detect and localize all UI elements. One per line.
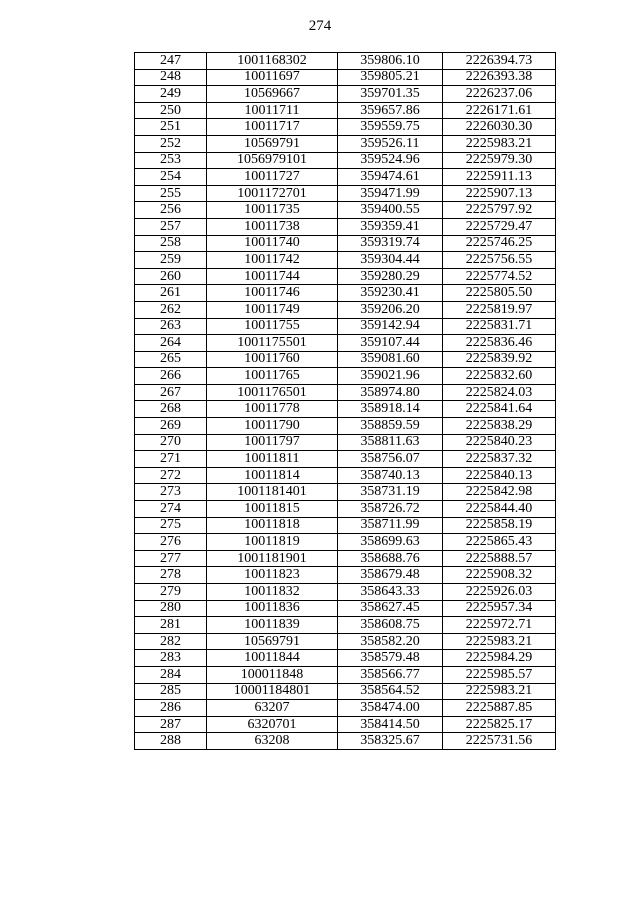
point-id-cell: 10011818	[207, 517, 338, 534]
point-id-cell: 1056979101	[207, 152, 338, 169]
table-row	[135, 584, 556, 601]
row-number-cell: 275	[135, 517, 207, 534]
row-number-cell: 252	[135, 135, 207, 152]
point-id-cell: 10011836	[207, 600, 338, 617]
y-coordinate-cell: 2225979.30	[443, 152, 556, 169]
table-row	[135, 351, 556, 368]
row-number-cell: 260	[135, 268, 207, 285]
table-row	[135, 185, 556, 202]
x-coordinate-cell: 358731.19	[338, 484, 443, 501]
row-number-cell: 257	[135, 218, 207, 235]
table-row	[135, 733, 556, 750]
point-id-cell: 10011844	[207, 650, 338, 667]
y-coordinate-cell: 2225983.21	[443, 633, 556, 650]
y-coordinate-cell: 2225865.43	[443, 534, 556, 551]
x-coordinate-cell: 358918.14	[338, 401, 443, 418]
row-number-cell: 281	[135, 617, 207, 634]
table-row	[135, 700, 556, 717]
x-coordinate-cell: 359359.41	[338, 218, 443, 235]
y-coordinate-cell: 2225729.47	[443, 218, 556, 235]
table-row	[135, 102, 556, 119]
y-coordinate-cell: 2225805.50	[443, 285, 556, 302]
y-coordinate-cell: 2225858.19	[443, 517, 556, 534]
x-coordinate-cell: 358325.67	[338, 733, 443, 750]
point-id-cell: 10011832	[207, 584, 338, 601]
point-id-cell: 1001172701	[207, 185, 338, 202]
point-id-cell: 10011740	[207, 235, 338, 252]
table-row	[135, 218, 556, 235]
y-coordinate-cell: 2225908.32	[443, 567, 556, 584]
table-row	[135, 401, 556, 418]
point-id-cell: 1001168302	[207, 53, 338, 70]
table-row	[135, 418, 556, 435]
table-row	[135, 600, 556, 617]
y-coordinate-cell: 2225840.13	[443, 467, 556, 484]
point-id-cell: 1001181401	[207, 484, 338, 501]
table-row	[135, 335, 556, 352]
table-row	[135, 152, 556, 169]
point-id-cell: 10011839	[207, 617, 338, 634]
y-coordinate-cell: 2225985.57	[443, 666, 556, 683]
point-id-cell: 10011790	[207, 418, 338, 435]
y-coordinate-cell: 2225824.03	[443, 384, 556, 401]
table-row	[135, 301, 556, 318]
x-coordinate-cell: 358859.59	[338, 418, 443, 435]
row-number-cell: 284	[135, 666, 207, 683]
y-coordinate-cell: 2226171.61	[443, 102, 556, 119]
table-row	[135, 451, 556, 468]
point-id-cell: 10569791	[207, 135, 338, 152]
table-row	[135, 202, 556, 219]
y-coordinate-cell: 2226237.06	[443, 86, 556, 103]
row-number-cell: 256	[135, 202, 207, 219]
x-coordinate-cell: 358974.80	[338, 384, 443, 401]
y-coordinate-cell: 2225838.29	[443, 418, 556, 435]
y-coordinate-cell: 2225957.34	[443, 600, 556, 617]
y-coordinate-cell: 2225819.97	[443, 301, 556, 318]
table-row	[135, 53, 556, 70]
y-coordinate-cell: 2225774.52	[443, 268, 556, 285]
y-coordinate-cell: 2225837.32	[443, 451, 556, 468]
y-coordinate-cell: 2225926.03	[443, 584, 556, 601]
x-coordinate-cell: 358582.20	[338, 633, 443, 650]
row-number-cell: 268	[135, 401, 207, 418]
row-number-cell: 286	[135, 700, 207, 717]
y-coordinate-cell: 2225887.85	[443, 700, 556, 717]
table-row	[135, 384, 556, 401]
y-coordinate-cell: 2225832.60	[443, 368, 556, 385]
x-coordinate-cell: 359021.96	[338, 368, 443, 385]
x-coordinate-cell: 358740.13	[338, 467, 443, 484]
y-coordinate-cell: 2226393.38	[443, 69, 556, 86]
row-number-cell: 274	[135, 501, 207, 518]
row-number-cell: 261	[135, 285, 207, 302]
point-id-cell: 10011765	[207, 368, 338, 385]
page-number: 274	[308, 18, 332, 34]
table-row	[135, 467, 556, 484]
table-row	[135, 716, 556, 733]
row-number-cell: 258	[135, 235, 207, 252]
row-number-cell: 248	[135, 69, 207, 86]
point-id-cell: 10011742	[207, 252, 338, 269]
table-row	[135, 119, 556, 136]
table-row	[135, 484, 556, 501]
table-row	[135, 69, 556, 86]
x-coordinate-cell: 358564.52	[338, 683, 443, 700]
row-number-cell: 254	[135, 169, 207, 186]
table-row	[135, 252, 556, 269]
x-coordinate-cell: 359524.96	[338, 152, 443, 169]
x-coordinate-cell: 358756.07	[338, 451, 443, 468]
x-coordinate-cell: 358699.63	[338, 534, 443, 551]
x-coordinate-cell: 359081.60	[338, 351, 443, 368]
x-coordinate-cell: 358711.99	[338, 517, 443, 534]
y-coordinate-cell: 2225836.46	[443, 335, 556, 352]
table-row	[135, 268, 556, 285]
x-coordinate-cell: 358688.76	[338, 550, 443, 567]
y-coordinate-cell: 2226394.73	[443, 53, 556, 70]
point-id-cell: 10011749	[207, 301, 338, 318]
y-coordinate-cell: 2225984.29	[443, 650, 556, 667]
table-row	[135, 434, 556, 451]
row-number-cell: 273	[135, 484, 207, 501]
point-id-cell: 10569667	[207, 86, 338, 103]
point-id-cell: 10011711	[207, 102, 338, 119]
table-row	[135, 666, 556, 683]
point-id-cell: 63208	[207, 733, 338, 750]
row-number-cell: 285	[135, 683, 207, 700]
x-coordinate-cell: 358627.45	[338, 600, 443, 617]
row-number-cell: 249	[135, 86, 207, 103]
point-id-cell: 10011819	[207, 534, 338, 551]
row-number-cell: 271	[135, 451, 207, 468]
x-coordinate-cell: 359805.21	[338, 69, 443, 86]
row-number-cell: 265	[135, 351, 207, 368]
y-coordinate-cell: 2225797.92	[443, 202, 556, 219]
y-coordinate-cell: 2225839.92	[443, 351, 556, 368]
y-coordinate-cell: 2226030.30	[443, 119, 556, 136]
x-coordinate-cell: 358579.48	[338, 650, 443, 667]
x-coordinate-cell: 359142.94	[338, 318, 443, 335]
row-number-cell: 276	[135, 534, 207, 551]
x-coordinate-cell: 358608.75	[338, 617, 443, 634]
x-coordinate-cell: 358643.33	[338, 584, 443, 601]
x-coordinate-cell: 359319.74	[338, 235, 443, 252]
point-id-cell: 10011797	[207, 434, 338, 451]
x-coordinate-cell: 359657.86	[338, 102, 443, 119]
x-coordinate-cell: 358726.72	[338, 501, 443, 518]
y-coordinate-cell: 2225983.21	[443, 683, 556, 700]
y-coordinate-cell: 2225731.56	[443, 733, 556, 750]
x-coordinate-cell: 358414.50	[338, 716, 443, 733]
y-coordinate-cell: 2225888.57	[443, 550, 556, 567]
point-id-cell: 10011815	[207, 501, 338, 518]
y-coordinate-cell: 2225972.71	[443, 617, 556, 634]
y-coordinate-cell: 2225911.13	[443, 169, 556, 186]
row-number-cell: 263	[135, 318, 207, 335]
table-row	[135, 683, 556, 700]
row-number-cell: 283	[135, 650, 207, 667]
x-coordinate-cell: 359400.55	[338, 202, 443, 219]
y-coordinate-cell: 2225983.21	[443, 135, 556, 152]
point-id-cell: 10011727	[207, 169, 338, 186]
x-coordinate-cell: 359559.75	[338, 119, 443, 136]
point-id-cell: 10011744	[207, 268, 338, 285]
x-coordinate-cell: 359474.61	[338, 169, 443, 186]
row-number-cell: 250	[135, 102, 207, 119]
point-id-cell: 63207	[207, 700, 338, 717]
point-id-cell: 10011746	[207, 285, 338, 302]
point-id-cell: 6320701	[207, 716, 338, 733]
x-coordinate-cell: 358679.48	[338, 567, 443, 584]
coordinates-table	[134, 52, 556, 750]
table-row	[135, 86, 556, 103]
x-coordinate-cell: 359107.44	[338, 335, 443, 352]
row-number-cell: 266	[135, 368, 207, 385]
point-id-cell: 10011811	[207, 451, 338, 468]
table-row	[135, 318, 556, 335]
point-id-cell: 1001181901	[207, 550, 338, 567]
row-number-cell: 251	[135, 119, 207, 136]
row-number-cell: 279	[135, 584, 207, 601]
table-row	[135, 633, 556, 650]
table-row	[135, 285, 556, 302]
x-coordinate-cell: 359471.99	[338, 185, 443, 202]
point-id-cell: 10011717	[207, 119, 338, 136]
y-coordinate-cell: 2225841.64	[443, 401, 556, 418]
y-coordinate-cell: 2225907.13	[443, 185, 556, 202]
table-row	[135, 235, 556, 252]
x-coordinate-cell: 358566.77	[338, 666, 443, 683]
y-coordinate-cell: 2225746.25	[443, 235, 556, 252]
x-coordinate-cell: 358811.63	[338, 434, 443, 451]
row-number-cell: 287	[135, 716, 207, 733]
table-body	[135, 53, 556, 750]
table-row	[135, 617, 556, 634]
row-number-cell: 264	[135, 335, 207, 352]
table-row	[135, 650, 556, 667]
point-id-cell: 10011755	[207, 318, 338, 335]
row-number-cell: 269	[135, 418, 207, 435]
point-id-cell: 100011848	[207, 666, 338, 683]
row-number-cell: 280	[135, 600, 207, 617]
point-id-cell: 10011738	[207, 218, 338, 235]
x-coordinate-cell: 359280.29	[338, 268, 443, 285]
x-coordinate-cell: 358474.00	[338, 700, 443, 717]
row-number-cell: 278	[135, 567, 207, 584]
x-coordinate-cell: 359304.44	[338, 252, 443, 269]
table-row	[135, 550, 556, 567]
y-coordinate-cell: 2225844.40	[443, 501, 556, 518]
row-number-cell: 259	[135, 252, 207, 269]
x-coordinate-cell: 359526.11	[338, 135, 443, 152]
y-coordinate-cell: 2225831.71	[443, 318, 556, 335]
x-coordinate-cell: 359806.10	[338, 53, 443, 70]
y-coordinate-cell: 2225825.17	[443, 716, 556, 733]
table-row	[135, 567, 556, 584]
row-number-cell: 270	[135, 434, 207, 451]
row-number-cell: 272	[135, 467, 207, 484]
point-id-cell: 10011760	[207, 351, 338, 368]
table-row	[135, 517, 556, 534]
table-row	[135, 169, 556, 186]
row-number-cell: 282	[135, 633, 207, 650]
row-number-cell: 288	[135, 733, 207, 750]
y-coordinate-cell: 2225842.98	[443, 484, 556, 501]
y-coordinate-cell: 2225840.23	[443, 434, 556, 451]
table-row	[135, 368, 556, 385]
x-coordinate-cell: 359701.35	[338, 86, 443, 103]
point-id-cell: 10569791	[207, 633, 338, 650]
row-number-cell: 247	[135, 53, 207, 70]
x-coordinate-cell: 359206.20	[338, 301, 443, 318]
point-id-cell: 10001184801	[207, 683, 338, 700]
point-id-cell: 10011697	[207, 69, 338, 86]
point-id-cell: 1001176501	[207, 384, 338, 401]
table-row	[135, 534, 556, 551]
point-id-cell: 1001175501	[207, 335, 338, 352]
y-coordinate-cell: 2225756.55	[443, 252, 556, 269]
point-id-cell: 10011823	[207, 567, 338, 584]
row-number-cell: 262	[135, 301, 207, 318]
point-id-cell: 10011778	[207, 401, 338, 418]
row-number-cell: 277	[135, 550, 207, 567]
row-number-cell: 267	[135, 384, 207, 401]
x-coordinate-cell: 359230.41	[338, 285, 443, 302]
row-number-cell: 253	[135, 152, 207, 169]
point-id-cell: 10011735	[207, 202, 338, 219]
point-id-cell: 10011814	[207, 467, 338, 484]
table-row	[135, 501, 556, 518]
row-number-cell: 255	[135, 185, 207, 202]
table-row	[135, 135, 556, 152]
